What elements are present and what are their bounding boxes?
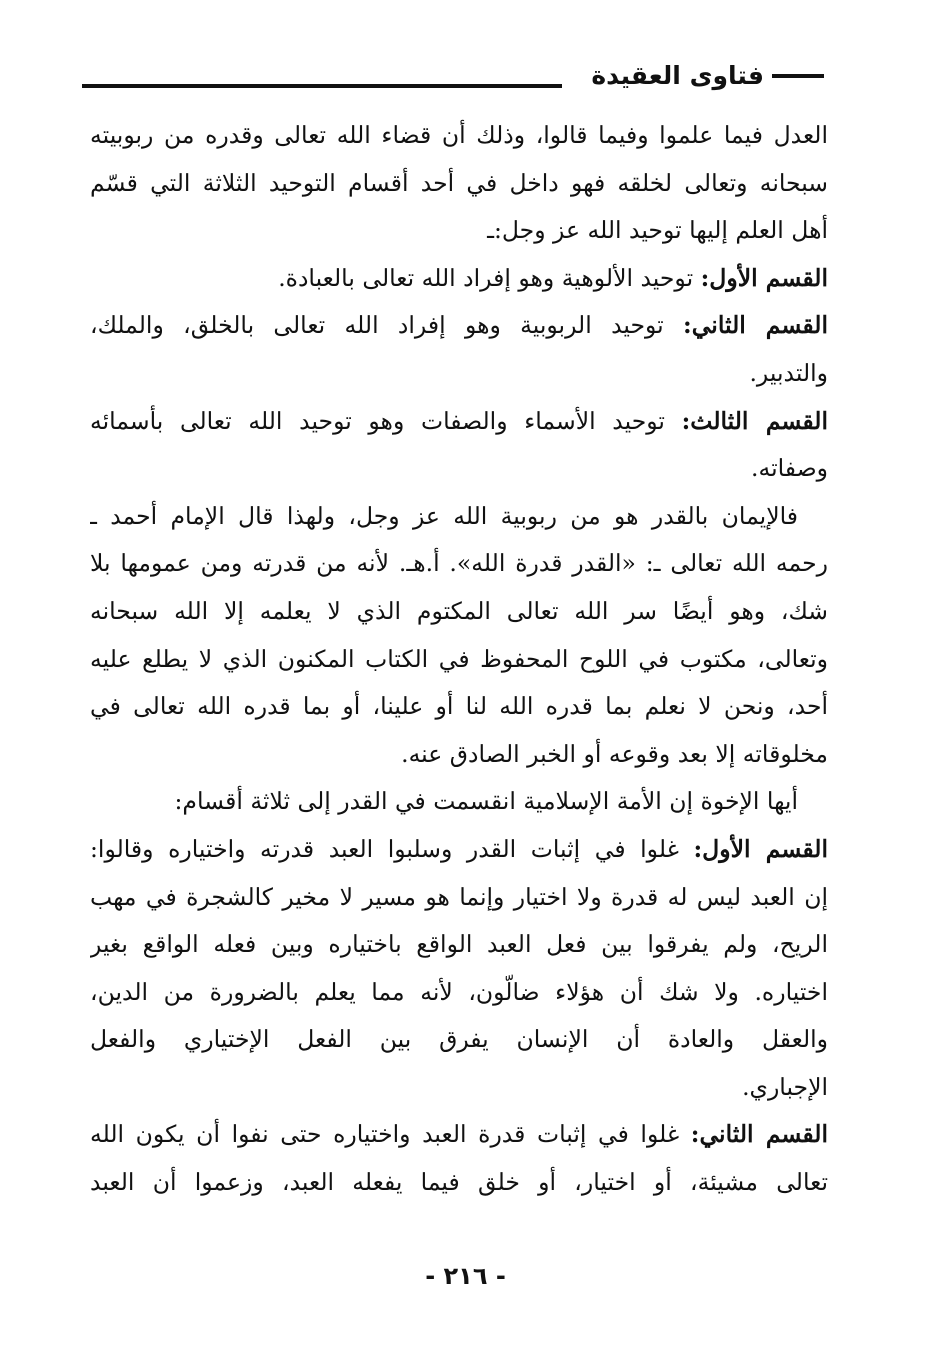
text-line bbox=[90, 350, 828, 398]
line-text: شك، وهو أيضًا سر الله تعالى المكتوم الذي لا يعلمه إلا الله سبحانه bbox=[90, 596, 828, 625]
text-line bbox=[90, 636, 828, 684]
line-text: وصفاته. bbox=[751, 454, 828, 483]
text-line bbox=[90, 969, 828, 1017]
header-title: فتاوى العقيدة bbox=[591, 61, 764, 90]
line-text: العدل فيما علموا وفيما قالوا، وذلك أن قضاء الله تعالى وقدره من ربوبيته bbox=[90, 121, 828, 149]
line-text: تعالى مشيئة، أو اختيار، أو خلق فيما يفعله العبد، وزعموا أن العبد bbox=[90, 1168, 828, 1197]
page-number: - ٢١٦ - bbox=[425, 1262, 506, 1290]
line-text: غلوا في إثبات قدرة العبد واختياره حتى نفوا أن يكون الله bbox=[90, 1120, 691, 1149]
text-line bbox=[90, 683, 828, 731]
header-rule-short bbox=[772, 74, 824, 78]
line-text: رحمه الله تعالى ـ: «القدر قدرة الله». أ.هـ. لأنه من قدرته ومن عمومها بلا bbox=[90, 549, 828, 578]
line-text: أيها الإخوة إن الأمة الإسلامية انقسمت في القدر إلى ثلاثة أقسام: bbox=[174, 787, 798, 816]
section-label: القسم الثاني: bbox=[683, 311, 828, 340]
text-line bbox=[90, 588, 828, 636]
line-text: أهل العلم إليها توحيد الله عز وجل:ـ bbox=[487, 216, 828, 245]
text-line bbox=[90, 493, 828, 541]
text-line bbox=[90, 207, 828, 255]
line-text: الإجباري. bbox=[742, 1072, 828, 1101]
line-text: والعقل والعادة أن الإنسان يفرق بين الفعل الإختياري والفعل bbox=[90, 1025, 828, 1054]
text-line bbox=[90, 112, 828, 160]
text-line bbox=[90, 826, 828, 874]
text-line bbox=[90, 921, 828, 969]
text-line bbox=[90, 445, 828, 493]
header-rule-long bbox=[82, 84, 562, 88]
line-text: غلوا في إثبات القدر وسلبوا العبد قدرته واختياره وقالوا: bbox=[90, 834, 694, 863]
section-label: القسم الأول: bbox=[693, 834, 828, 863]
line-text: والتدبير. bbox=[749, 358, 828, 387]
line-text: توحيد الأسماء والصفات وهو توحيد الله تعالى بأسمائه bbox=[90, 406, 682, 435]
section-label: القسم الثالث: bbox=[681, 406, 828, 435]
line-text: وتعالى، مكتوب في اللوح المحفوظ في الكتاب المكنون الذي لا يطلع عليه bbox=[90, 644, 828, 673]
text-line bbox=[90, 1016, 828, 1064]
line-text: أحد، ونحن لا نعلم بما قدره الله لنا أو علينا، أو بما قدره الله تعالى في bbox=[90, 692, 828, 721]
text-line bbox=[90, 255, 828, 303]
section-label: القسم الأول: bbox=[700, 263, 828, 292]
text-line bbox=[90, 1111, 828, 1159]
line-text: اختياره. ولا شك أن هؤلاء ضالّون، لأنه مما يعلم بالضرورة من الدين، bbox=[90, 977, 828, 1006]
text-line bbox=[90, 874, 828, 922]
text-line bbox=[90, 540, 828, 588]
line-text: سبحانه وتعالى لخلقه فهو داخل في أحد أقسام التوحيد الثلاثة التي قسّم bbox=[90, 168, 828, 197]
line-text: الريح، ولم يفرقوا بين فعل العبد الواقع باختياره وبين فعله الواقع بغير bbox=[90, 930, 828, 959]
line-text: توحيد الربوبية وهو إفراد الله تعالى بالخلق، والملك، bbox=[90, 311, 684, 340]
text-line bbox=[90, 398, 828, 446]
text-line bbox=[90, 778, 828, 826]
running-header bbox=[82, 58, 824, 98]
text-line bbox=[90, 1064, 828, 1112]
line-text: إن العبد ليس له قدرة ولا اختيار وإنما هو مسير لا مخير كالشجرة في مهب bbox=[90, 882, 828, 911]
line-text: توحيد الألوهية وهو إفراد الله تعالى بالعبادة. bbox=[278, 263, 701, 292]
text-line bbox=[90, 302, 828, 350]
body-text bbox=[90, 112, 828, 1207]
section-label: القسم الثاني: bbox=[690, 1120, 828, 1149]
line-text: فالإيمان بالقدر هو من ربوبية الله عز وجل، ولهذا قال الإمام أحمد ـ bbox=[90, 501, 798, 530]
line-text: مخلوقاته إلا بعد وقوعه أو الخبر الصادق عنه. bbox=[401, 739, 828, 768]
text-line bbox=[90, 1159, 828, 1207]
text-line bbox=[90, 731, 828, 779]
text-line bbox=[90, 160, 828, 208]
